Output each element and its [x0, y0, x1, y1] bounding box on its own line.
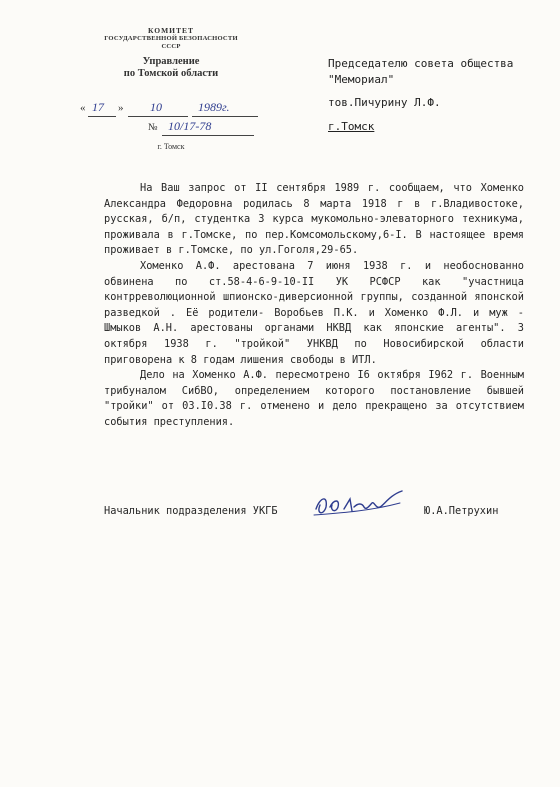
recipient-city: г.Томск — [328, 119, 375, 133]
letterhead — [96, 26, 246, 81]
date-stamp: « 17 » 10 1989г. — [80, 102, 270, 118]
recipient-line3: тов.Пичурину Л.Ф. — [328, 96, 441, 109]
signatory-title: Начальник подразделения УКГБ — [104, 505, 278, 517]
letterhead-committee: КОМИТЕТ — [147, 26, 194, 35]
recipient-block — [328, 56, 513, 134]
date-day: 17 — [92, 100, 104, 114]
signatory-name: Ю.А.Петрухин — [424, 505, 499, 517]
signature-block — [104, 497, 524, 527]
letterhead-city: г. Томск — [157, 142, 185, 151]
paragraph-arrest: Хоменко А.Ф. арестована 7 июня 1938 г. и необоснованно обвинена по ст.58-4-6-9-10-II УК РСФСР как "участница контрреволюционной шпионско-диверсионной группы, созданной японской разведкой . Её родители- Воробьев П.К. и Хоменко Ф.Л. и муж - Шмыков А.Н. арестованы органами НКВД как японские агенты". 3 октября 1938 г. "тройкой" УНКВД по Новосибирской области приговорена к 8 годам лишения свободы в ИТЛ. — [104, 259, 524, 366]
letterhead-kgb: ГОСУДАРСТВЕННОЙ БЕЗОПАСНОСТИ СССР — [104, 35, 238, 50]
date-year: 1989г. — [198, 100, 230, 114]
recipient-line1: Председателю совета общества — [328, 57, 514, 70]
letterhead-department: Управление — [142, 55, 200, 67]
handwritten-signature-icon — [310, 487, 410, 523]
recipient-line2: "Мемориал" — [328, 72, 395, 86]
reg-number: 10/17-78 — [168, 119, 212, 133]
registration-number — [148, 121, 258, 137]
date-month: 10 — [150, 100, 162, 114]
letterhead-region: по Томской области — [123, 68, 219, 80]
paragraph-inquiry: На Ваш запрос от II сентября 1989 г. сообщаем, что Хоменко Александра Федоровна родилась 8 марта 1918 г в г.Владивостоке, русская, б/п, студентка 3 курса мукомольно-элеваторного техникума, проживала в г.Томске, по пер.Комсомольскому,6-I. В настоящее время проживает в г.Томске, по ул.Гоголя,29-65. — [104, 182, 524, 257]
reg-prefix: № — [148, 122, 158, 133]
letter-body — [104, 181, 524, 431]
letterhead-city-block — [96, 138, 246, 152]
paragraph-rehabilitation: Дело на Хоменко А.Ф. пересмотрено I6 октября I962 г. Военным трибуналом СибВО, определением которого постановление бывшей "тройки" от 03.I0.38 г. отменено и дело прекращено за отсутствием события преступления. — [104, 369, 524, 428]
